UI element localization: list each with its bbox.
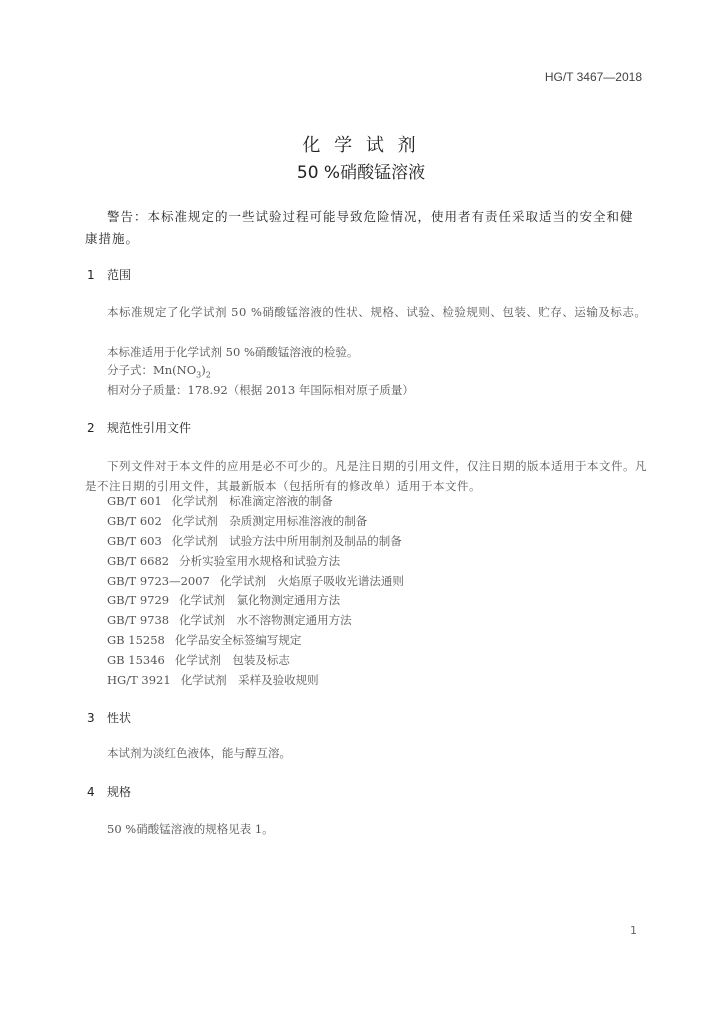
section-3-heading	[87, 709, 131, 726]
formula-subscript: 3	[196, 370, 202, 380]
reference-item	[107, 651, 404, 671]
reference-item	[107, 512, 404, 532]
section-2-heading	[87, 419, 191, 436]
reference-item	[107, 492, 404, 512]
section-number: 2	[87, 421, 95, 435]
molecular-formula	[107, 362, 211, 379]
page-title: 化 学 试 剂	[302, 135, 420, 156]
reference-code: GB/T 6682	[107, 553, 170, 568]
formula-part: Mn(NO	[153, 363, 197, 377]
reference-item	[107, 591, 404, 611]
reference-title: 化学试剂 水不溶物测定通用方法	[179, 613, 352, 628]
reference-title: 化学试剂 杂质测定用标准溶液的制备	[171, 513, 368, 528]
reference-item	[107, 532, 404, 552]
reference-title: 化学试剂 火焰原子吸收光谱法通则	[219, 573, 404, 588]
formula-label: 分子式：	[107, 363, 153, 377]
molar-mass-text: 相对分子质量：178.92（根据 2013 年国际相对原子质量）	[107, 383, 414, 397]
reference-code: GB/T 9729	[107, 593, 170, 608]
reference-title: 化学试剂 包装及标志	[174, 653, 290, 668]
reference-code: GB 15346	[107, 653, 165, 668]
reference-title: 化学试剂 标准滴定溶液的制备	[171, 494, 333, 508]
section-title: 规格	[107, 785, 132, 799]
reference-code: HG/T 3921	[107, 673, 171, 688]
section-1-heading	[87, 266, 131, 283]
reference-code: GB 15258	[107, 633, 165, 648]
section-number: 1	[87, 268, 95, 282]
section-number: 3	[87, 711, 95, 725]
reference-title: 化学品安全标签编写规定	[174, 633, 302, 648]
section-number: 4	[87, 785, 95, 799]
reference-code: GB/T 9738	[107, 613, 170, 628]
reference-code: GB/T 9723—2007	[107, 573, 210, 588]
reference-item	[107, 572, 404, 592]
section-title: 规范性引用文件	[107, 421, 192, 435]
page-number: 1	[630, 924, 637, 937]
scope-paragraph: 本标准规定了化学试剂 50 %硝酸锰溶液的性状、规格、试验、检验规则、包装、贮存、运输及标志。	[107, 305, 647, 319]
properties-text: 本试剂为淡红色液体，能与醇互溶。	[107, 746, 291, 760]
formula-subscript: 2	[205, 370, 211, 380]
page-subtitle: 50 %硝酸锰溶液	[296, 163, 426, 183]
reference-item	[107, 631, 404, 651]
warning-text: 警告：本标准规定的一些试验过程可能导致危险情况，使用者有责任采取适当的安全和健康措施。	[85, 209, 634, 246]
section-title: 范围	[107, 268, 132, 282]
reference-item	[107, 671, 404, 691]
reference-code: GB/T 601	[107, 494, 162, 508]
applicability-text: 本标准适用于化学试剂 50 %硝酸锰溶液的检验。	[107, 345, 359, 359]
reference-list	[107, 492, 404, 691]
section-4-heading	[87, 783, 131, 800]
formula-part: )	[201, 363, 206, 377]
reference-item	[107, 552, 404, 572]
specification-text: 50 %硝酸锰溶液的规格见表 1。	[107, 822, 274, 836]
reference-title: 化学试剂 氯化物测定通用方法	[179, 593, 341, 608]
reference-code: GB/T 602	[107, 513, 162, 528]
reference-item	[107, 611, 404, 631]
standard-code: HG/T 3467—2018	[544, 70, 642, 84]
references-intro: 下列文件对于本文件的应用是必不可少的。凡是注日期的引用文件，仅注日期的版本适用于本文件。凡是不注日期的引用文件，其最新版本（包括所有的修改单）适用于本文件。	[85, 459, 647, 493]
reference-title: 化学试剂 采样及验收规则	[180, 673, 319, 688]
section-title: 性状	[107, 711, 132, 725]
reference-title: 化学试剂 试验方法中所用制剂及制品的制备	[171, 533, 402, 548]
reference-title: 分析实验室用水规格和试验方法	[179, 553, 341, 568]
reference-code: GB/T 603	[107, 533, 162, 548]
